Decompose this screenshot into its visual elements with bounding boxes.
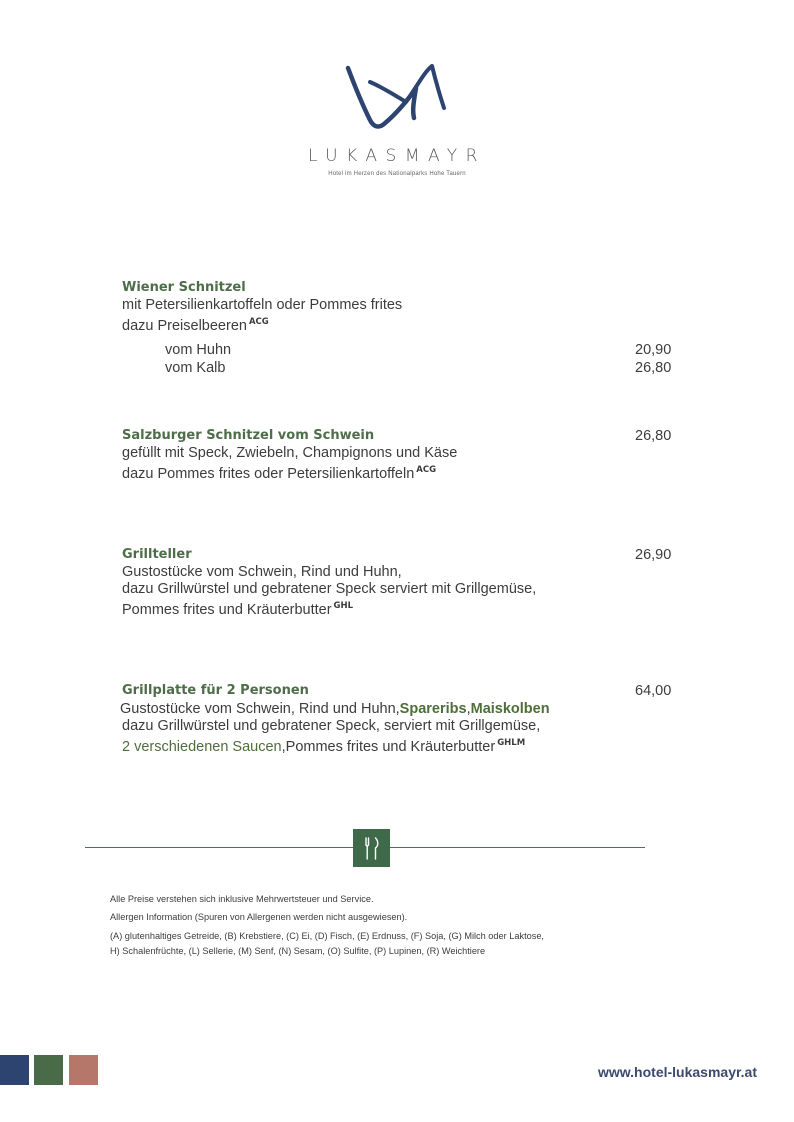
- menu-item-description: [122, 462, 436, 483]
- website-link[interactable]: www.hotel-lukasmayr.at: [598, 1064, 757, 1080]
- option-price: 26,80: [635, 360, 672, 376]
- allergen-codes: ACG: [416, 465, 437, 475]
- menu-item-description: gefüllt mit Speck, Zwiebeln, Champignons und Käse: [122, 445, 458, 461]
- color-swatch-navy: [0, 1055, 29, 1085]
- description-text: dazu Preiselbeeren: [122, 318, 247, 334]
- cutlery-icon: [353, 829, 390, 867]
- description-text: ,Pommes frites und Kräuterbutter: [281, 739, 496, 755]
- lm-monogram-logo-icon: [340, 58, 452, 138]
- highlight-text: 2 verschiedenen Saucen: [122, 739, 282, 755]
- allergen-codes: GHL: [333, 601, 354, 611]
- menu-item-description: dazu Grillwürstel und gebratener Speck serviert mit Grillgemüse,: [122, 581, 537, 597]
- description-text: ,: [466, 701, 471, 717]
- menu-item-price: 26,90: [635, 547, 672, 563]
- menu-item-title: Grillteller: [122, 547, 192, 562]
- menu-item-price: 26,80: [635, 428, 672, 444]
- allergen-codes: GHLM: [497, 738, 526, 748]
- menu-item-description: [120, 701, 550, 718]
- description-text: Gustostücke vom Schwein, Rind und Huhn,: [120, 701, 400, 717]
- menu-item-description: Gustostücke vom Schwein, Rind und Huhn,: [122, 564, 402, 580]
- description-text: dazu Pommes frites oder Petersilienkartoffeln: [122, 466, 415, 482]
- logo: [340, 58, 452, 138]
- menu-item-description: mit Petersilienkartoffeln oder Pommes frites: [122, 297, 403, 313]
- menu-item-description: [122, 314, 269, 335]
- color-swatch-green: [34, 1055, 63, 1085]
- color-swatch-terracotta: [69, 1055, 98, 1085]
- allergen-legend: (A) glutenhaltiges Getreide, (B) Krebstiere, (C) Ei, (D) Fisch, (E) Erdnuss, (F) Soja, (G) Milch oder Laktose,: [110, 931, 544, 941]
- option-price: 20,90: [635, 342, 672, 358]
- menu-item-description: [122, 598, 353, 619]
- menu-item-title: Wiener Schnitzel: [122, 280, 246, 295]
- menu-item-price: 64,00: [635, 683, 672, 699]
- description-text: Pommes frites und Kräuterbutter: [122, 602, 332, 618]
- allergen-codes: ACG: [248, 317, 269, 327]
- menu-item-description: [122, 735, 525, 756]
- brand-tagline: Hotel im Herzen des Nationalparks Hohe Tauern: [328, 171, 466, 177]
- menu-item-title: Salzburger Schnitzel vom Schwein: [122, 428, 375, 443]
- brand-name: LUKASMAYR: [307, 146, 486, 166]
- cutlery-badge: [353, 829, 390, 867]
- highlight-text: Spareribs: [399, 701, 467, 717]
- option-label: vom Kalb: [165, 360, 226, 376]
- footer-note: Allergen Information (Spuren von Allergenen werden nicht ausgewiesen).: [110, 912, 408, 922]
- footer-note: Alle Preise verstehen sich inklusive Mehrwertsteuer und Service.: [110, 894, 374, 904]
- menu-item-title: Grillplatte für 2 Personen: [122, 683, 309, 698]
- highlight-text: Maiskolben: [470, 701, 550, 717]
- option-label: vom Huhn: [165, 342, 232, 358]
- allergen-legend: H) Schalenfrüchte, (L) Sellerie, (M) Senf, (N) Sesam, (O) Sulfite, (P) Lupinen, (R) Weichtiere: [110, 946, 486, 956]
- menu-item-description: dazu Grillwürstel und gebratener Speck, serviert mit Grillgemüse,: [122, 718, 541, 734]
